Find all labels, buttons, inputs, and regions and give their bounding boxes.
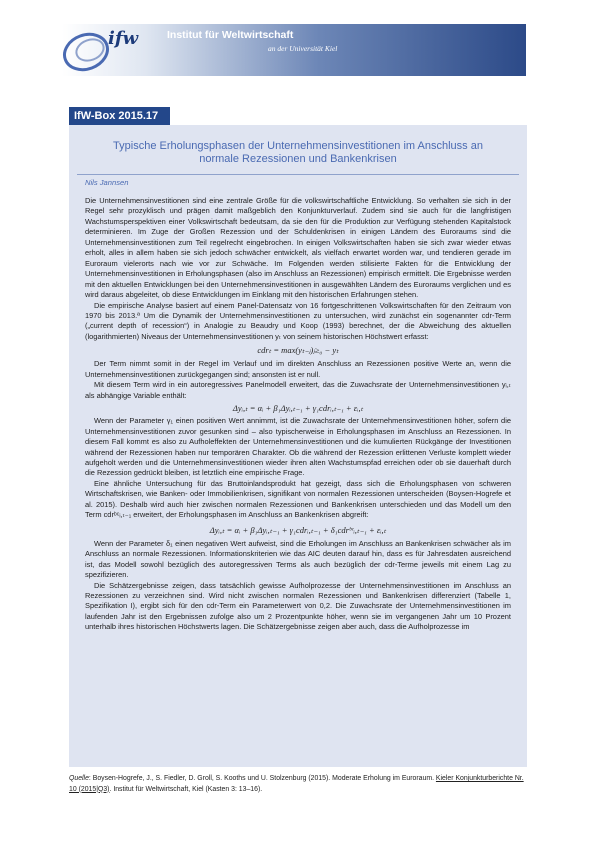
box-title-line-1: Typische Erholungsphasen der Unternehmensinvestitionen im Anschluss an bbox=[113, 140, 483, 152]
title-divider bbox=[77, 174, 519, 175]
formula-cdr: cdrₜ = max(yₜ₋ⱼ)ⱼ≥₀ − yₜ bbox=[257, 345, 339, 356]
paragraph-delta: Wenn der Parameter δ₁ einen negativen Wert aufweist, sind die Erholungen im Anschluss an Bankenkrisen schwächer als im Anschluss an normale Rezessionen. Informationskriterien wie das AIC deuten darauf hin, dass es für Jahresdaten ausreichend ist, das Modell sowohl bezüglich des autoregressiven Terms als auch bezüglich der cdr-Terme jeweils mit einem Lag zu spezifizieren. bbox=[85, 538, 511, 580]
source-label: Quelle bbox=[69, 775, 89, 782]
box-title bbox=[69, 140, 527, 166]
institute-header bbox=[62, 24, 526, 76]
box-label: IfW-Box 2015.17 bbox=[69, 107, 170, 125]
ifw-logo-text: ifw bbox=[108, 28, 139, 49]
formula-panel-model: Δyᵢ,ₜ = αᵢ + β₁Δyᵢ,ₜ₋₁ + γ₁cdrᵢ,ₜ₋₁ + εᵢ,ₜ bbox=[232, 403, 364, 414]
paragraph-results: Die Schätzergebnisse zeigen, dass tatsächlich gewisse Aufholprozesse der Unternehmensinvestitionen im Anschluss an Rezessionen zu verzeichnen sind. Wird nicht zwischen normalen Rezessionen und Bankenkrisen differenziert (Tabelle 1, Spezifikation I), ergibt sich für den cdr-Term ein Parameterwert von 0,2. Die Zuwachsrate der Unternehmensinvestitionen im laufenden Jahr ist den Ergebnissen zufolge also um 2 Prozentpunkte höher, wenn sie im vergangenen Jahr um 10 Prozent unterhalb ihres historischen Höchstwerts lagen. Die Schätzergebnisse zeigen aber auch, dass die Aufholprozesse im bbox=[85, 580, 511, 632]
formula-extended-model: Δyᵢ,ₜ = αᵢ + β₁Δyᵢ,ₜ₋₁ + γ₁cdrᵢ,ₜ₋₁ + δ₁cdrᵇᶜᵢ,ₜ₋₁ + εᵢ,ₜ bbox=[209, 524, 387, 535]
source-text: : Boysen-Hogrefe, J., S. Fiedler, D. Groll, S. Kooths und U. Stolzenburg (2015). Moderate Erholung im Euroraum. bbox=[88, 775, 436, 782]
author-name: Nils Jannsen bbox=[85, 178, 129, 187]
paragraph-bank-crises: Eine ähnliche Untersuchung für das Bruttoinlandsprodukt hat gezeigt, dass sich die Erholungsphasen von schweren Wirtschaftskrisen, wie Banken- oder Immobilienkrisen, signifikant von normalen Rezessionen unterscheiden (Boysen-Hogrefe et al. 2015). Deshalb wird auch hier zwischen normalen Rezessionen und Bankenkrisen unterschieden und das Modell um den Term cdrᵇᶜᵢ,ₜ₋₁ erweitert, der Erholungsphasen im Anschluss an Bankenkrisen abgreift: bbox=[85, 478, 511, 520]
paragraph-intro: Die Unternehmensinvestitionen sind eine zentrale Größe für die volkswirtschaftliche Entwicklung. So verhalten sie sich in der Regel sehr prozyklisch und prägen damit maßgeblich den Konjunkturverlauf. Zudem sind sie auch für die langfristigen Wachstumsperspektiven einer Volkswirtschaft bedeutsam, da sie den für die Produktion zur Verfügung stehenden Kapitalstock determinieren. Im Zuge der Großen Rezession und der Schuldenkrisen in einigen Ländern des Euroraums sind die Unternehmensinvestitionen zum Teil regelrecht eingebrochen. In einigen Volkswirtschaften haben sie sich zwar wieder etwas erholt, alles in allem haben sie sich jedoch schwächer entwickelt, als vielfach erwartet worden war, und tendieren gerade im Euroraum vielerorts nach wie vor zur Schwäche. Im Folgenden werden stilisierte Fakten für die Entwicklung der Unternehmensinvestitionen in Erholungsphasen (also im Anschluss an Rezessionen) empirisch ermittelt. Die Ergebnisse werden mit den aktuellen Entwicklungen bei den Unternehmensinvestitionen in ausgewählten Ländern des Euroraums verglichen und es wird daraus abgeleitet, ob diese Entwicklungen im Einklang mit den historischen Erfahrungen stehen. bbox=[85, 196, 511, 300]
institute-subtitle: an der Universität Kiel bbox=[268, 44, 338, 53]
source-note bbox=[69, 774, 529, 795]
paragraph-gamma: Wenn der Parameter γ₁ einen positiven Wert annimmt, ist die Zuwachsrate der Unternehmensinvestitionen höher, sofern die Unternehmensinvestitionen zuvor gesunken sind – also typischerweise in Erholungsphasen im Anschluss an Rezessionen. In diesem Fall kommt es also zu Aufholeffekten der Unternehmensinvestitionen und die kumulierten Rückgänge der Investitionen während der Rezessionen haben nur temporären Charakter. Ob die während der Rezession erlittenen Verluste komplett wieder aufgeholt werden und die Unternehmensinvestitionen wieder ihren alten Wachstumspfad erreichen oder ob sie dauerhaft durch die Rezession gedrückt bleiben, ist letztlich eine empirische Frage. bbox=[85, 416, 511, 478]
source-tail: . Institut für Weltwirtschaft, Kiel (Kasten 3: 13–16). bbox=[109, 785, 263, 793]
source-link[interactable]: Kieler Konjunkturberichte Nr. 10 (2015|Q3) bbox=[69, 775, 524, 793]
box-panel bbox=[69, 125, 527, 767]
paragraph-model: Mit diesem Term wird in ein autoregressives Panelmodell erweitert, das die Zuwachsrate der Unternehmensinvestitionen yᵢ,ₜ als abhängige Variable enthält: bbox=[85, 380, 511, 400]
paragraph-term: Der Term nimmt somit in der Regel im Verlauf und im direkten Anschluss an Rezessionen positive Werte an, wenn die Unternehmensinvestitionen zurückgegangen sind; ansonsten ist er null. bbox=[85, 359, 511, 379]
paragraph-data: Die empirische Analyse basiert auf einem Panel-Datensatz von 16 fortgeschrittenen Volkswirtschaften für den Zeitraum von 1970 bis 2013.ª Um die Dynamik der Unternehmensinvestitionen zu untersuchen, wird zunächst ein sogenannter cdr-Term („current depth of recession“) in Analogie zu Beaudry und Koop (1993) berechnet, der die Abweichung des aktuellen (logarithmierten) Niveaus der Unternehmensinvestitionen yₜ von seinem historischen Höchstwert erfasst: bbox=[85, 300, 511, 341]
institute-name: Institut für Weltwirtschaft bbox=[167, 29, 294, 41]
box-body bbox=[85, 196, 511, 633]
box-title-line-2: normale Rezessionen und Bankenkrisen bbox=[199, 153, 397, 165]
